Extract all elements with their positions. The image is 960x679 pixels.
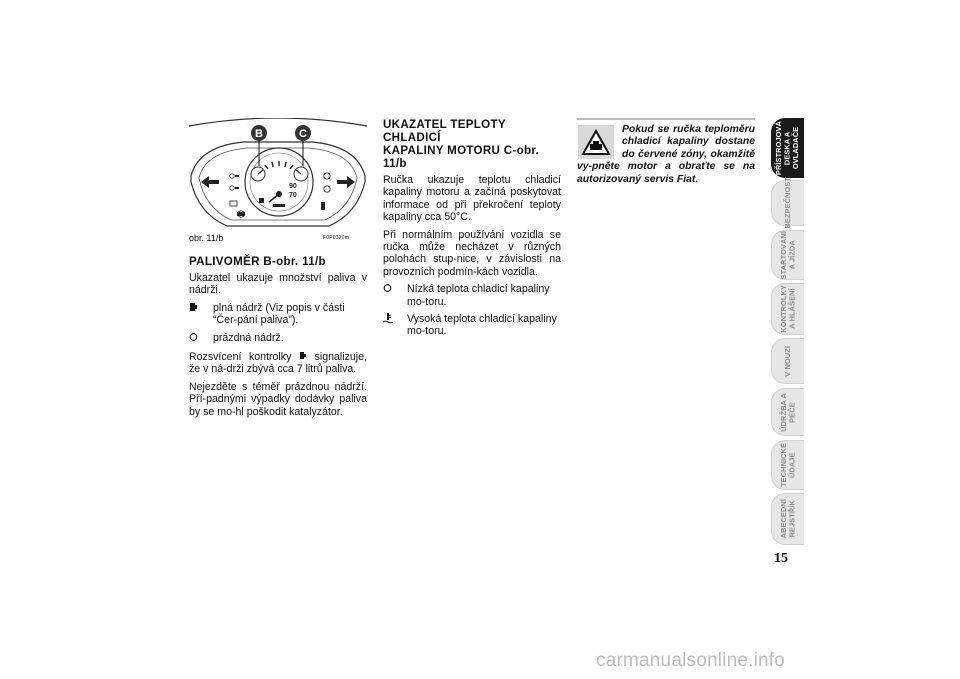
tab-startovani[interactable]	[771, 230, 804, 280]
tab-pristrojova-deska[interactable]	[771, 118, 804, 178]
instrument-cluster-drawing	[189, 118, 367, 246]
tab-label: TECHNICKÉ ÚDAJE	[778, 442, 796, 487]
tab-label: KONTROLKY A HLÁŠENÍ	[778, 285, 796, 333]
full-tank-icon	[189, 302, 213, 316]
gauge-value-70: 70	[289, 192, 297, 199]
figure-label-c: C	[299, 128, 307, 140]
figure-code: F0P0320m	[323, 235, 350, 241]
coolant-temp-icon	[383, 313, 407, 328]
coolant-paragraph-2: Při normálním používání vozidla se ručka může necházet v různých polohách stup-nice, v závislosti na provozních podmín-kách vozidla.	[383, 228, 561, 278]
page-number: 15	[774, 551, 788, 566]
legend-item	[383, 313, 561, 338]
legend-text: prázdná nádrž.	[213, 331, 284, 344]
tab-label: V NOUZI	[782, 345, 792, 377]
warning-triangle-icon	[578, 125, 614, 159]
fuel-caution-paragraph: Nejezděte s téměř prázdnou nádrží. Pří-padnými výpadky dodávky paliva by se mo-hl poškodit katalyzátor.	[189, 380, 367, 418]
legend-item	[189, 332, 367, 346]
text-span: Rozsvícení kontrolky	[189, 351, 292, 364]
heading-line: UKAZATEL TEPLOTY CHLADICÍ	[383, 118, 506, 144]
watermark: carmanualsonline.info	[596, 650, 786, 671]
tab-label: BEZPEČNOST	[782, 177, 792, 229]
legend-text: Nízká teplota chladicí kapaliny mo-toru.	[407, 283, 550, 308]
fuel-warning-light-icon	[299, 351, 307, 363]
warning-box	[577, 124, 755, 186]
instrument-cluster-figure	[189, 118, 367, 246]
legend-text: plná nádrž (Viz popis v části “Čer-pání paliva”).	[213, 301, 345, 327]
empty-circle-icon	[383, 283, 407, 297]
figure-caption: obr. 11/b	[189, 233, 224, 243]
text-span: signalizuje, že v ná-drži zbývá cca 7 litrů paliva.	[189, 351, 367, 376]
coolant-gauge-heading	[383, 118, 561, 170]
tab-kontrolky[interactable]	[771, 283, 804, 335]
figure-label-b: B	[255, 128, 263, 140]
coolant-paragraph-1: Ručka ukazuje teplotu chladicí kapaliny motoru a začíná poskytovat informace od při překročení teploty kapaliny cca 50°C.	[383, 174, 561, 224]
heading-line: KAPALINY MOTORU C-obr. 11/b	[383, 144, 540, 170]
fuel-gauge-intro: Ukazatel ukazuje množství paliva v nádrži.	[189, 272, 367, 297]
tab-udrzba[interactable]	[771, 388, 804, 436]
legend-text: Vysoká teplota chladicí kapaliny mo-toru.	[407, 313, 557, 338]
gauge-value-90: 90	[289, 183, 297, 190]
tab-label: ABECEDNÍ REJSTŘÍK	[778, 499, 796, 539]
tab-label: STARTOVÁNÍ A JÍZDA	[778, 230, 796, 280]
coolant-gauge-section	[383, 118, 561, 343]
fuel-gauge-heading: PALIVOMĚR B-obr. 11/b	[189, 255, 326, 268]
warning-text: Pokud se ručka teploměru chladicí kapaliny dostane do červené zóny, okamžitě vy-pněte motor a obraťte se na autorizovaný servis Fiat.	[577, 124, 755, 185]
tab-label: ÚDRŽBA A PÉČE	[778, 392, 796, 432]
fuel-gauge-section	[189, 255, 367, 423]
legend-item	[383, 283, 561, 308]
tab-abecedni-rejstrik[interactable]	[771, 493, 804, 545]
warning-top-rule	[577, 118, 755, 120]
tab-label: PŘÍSTROJOVÁ DESKA A OVLADAČE	[774, 120, 801, 176]
tab-technicke-udaje[interactable]	[771, 440, 804, 490]
tab-v-nouzi[interactable]	[771, 338, 804, 384]
fuel-warning-paragraph	[189, 351, 367, 376]
empty-circle-icon	[189, 332, 213, 346]
legend-item	[189, 302, 367, 327]
tab-bezpecnost[interactable]	[771, 177, 804, 229]
